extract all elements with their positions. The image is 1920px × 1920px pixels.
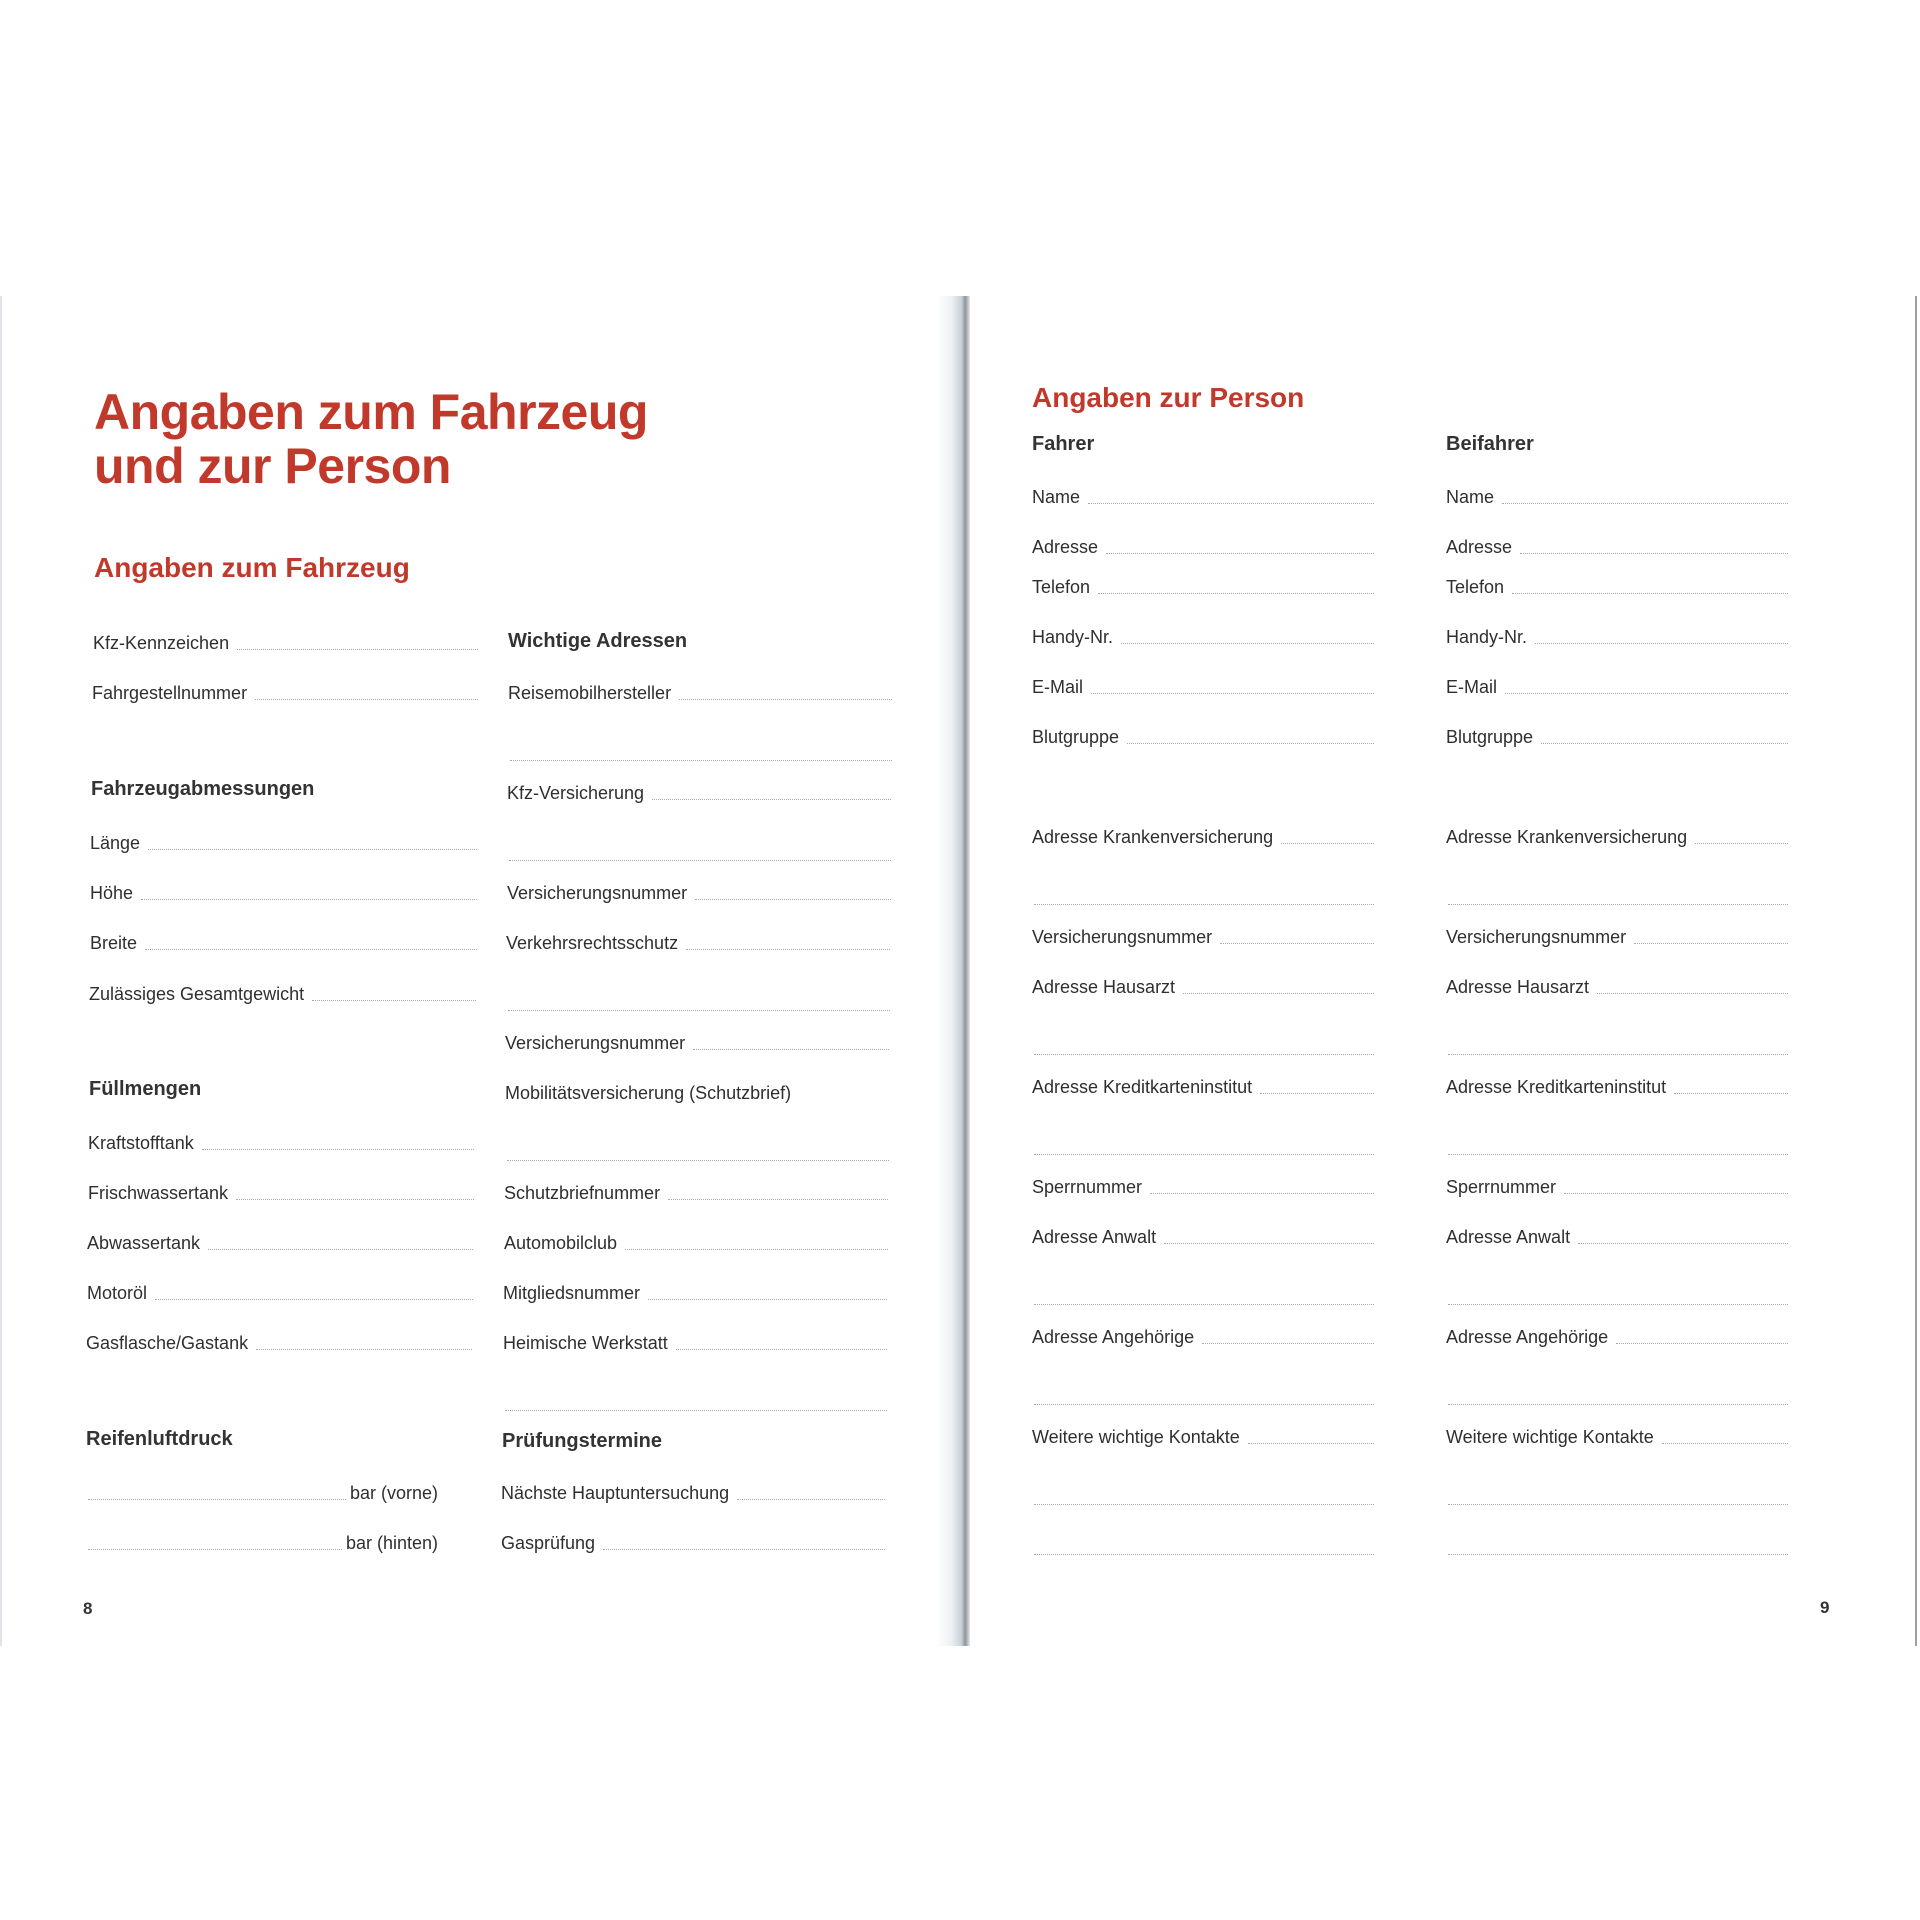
field-label: Kfz-Kennzeichen	[93, 633, 230, 653]
page-number-left: 8	[83, 1599, 93, 1618]
left-page	[0, 296, 966, 1646]
fill-line[interactable]	[625, 1249, 888, 1250]
fill-line[interactable]	[1448, 1304, 1788, 1305]
driver-heading: Fahrer	[1032, 433, 1095, 455]
field-bar-hinten[interactable]	[88, 1530, 438, 1554]
field-label: Sperrnummer	[1032, 1177, 1143, 1197]
field-frischwassertank[interactable]	[88, 1180, 474, 1204]
codriver-field[interactable]	[1446, 1074, 1788, 1098]
field-verkehrsrechtsschutz[interactable]	[506, 930, 890, 954]
codriver-field[interactable]	[1446, 924, 1788, 948]
fill-line[interactable]	[505, 1410, 887, 1411]
fill-line[interactable]	[1662, 1443, 1788, 1444]
field-label: Sperrnummer	[1446, 1177, 1557, 1197]
field-label: Schutzbriefnummer	[504, 1183, 661, 1203]
field-label: bar (vorne)	[349, 1483, 438, 1503]
fill-line[interactable]	[1448, 1504, 1788, 1505]
fill-line[interactable]	[1183, 993, 1374, 994]
field-label: Abwassertank	[87, 1233, 201, 1253]
fill-line[interactable]	[1260, 1093, 1374, 1094]
fill-line[interactable]	[88, 1499, 346, 1500]
codriver-field[interactable]	[1446, 824, 1788, 848]
field-label: Kraftstofftank	[88, 1133, 194, 1153]
inspection-heading: Prüfungstermine	[502, 1430, 663, 1452]
fill-line[interactable]	[1448, 1404, 1788, 1405]
field-label: Motoröl	[87, 1283, 148, 1303]
field-label: Handy-Nr.	[1446, 627, 1528, 647]
field-gesamtgewicht[interactable]	[89, 981, 476, 1005]
field-label: Adresse Anwalt	[1032, 1227, 1157, 1247]
codriver-field[interactable]	[1446, 724, 1788, 748]
page-title-line-2: und zur Person	[94, 438, 451, 494]
fill-line[interactable]	[1502, 503, 1788, 504]
fill-line[interactable]	[1564, 1193, 1788, 1194]
codriver-field[interactable]	[1446, 1324, 1788, 1348]
fill-line[interactable]	[507, 1160, 889, 1161]
field-label: Name	[1032, 487, 1081, 507]
fill-line[interactable]	[686, 949, 890, 950]
field-label: Verkehrsrechtsschutz	[506, 933, 679, 953]
field-automobilclub[interactable]	[504, 1230, 888, 1254]
field-label: Nächste Hauptuntersuchung	[501, 1483, 730, 1503]
driver-field[interactable]	[1032, 1074, 1374, 1098]
driver-field[interactable]	[1032, 674, 1374, 698]
fill-line[interactable]	[1248, 1443, 1374, 1444]
field-kfz-kennzeichen[interactable]	[93, 630, 478, 654]
field-heimische-werkstatt[interactable]	[503, 1330, 887, 1354]
field-label: Kfz-Versicherung	[507, 783, 645, 803]
fill-line[interactable]	[1034, 1504, 1374, 1505]
fill-line[interactable]	[256, 1349, 472, 1350]
field-label: Zulässiges Gesamtgewicht	[89, 984, 305, 1004]
field-gasflasche[interactable]	[86, 1330, 472, 1354]
driver-field[interactable]	[1032, 924, 1374, 948]
field-label: Handy-Nr.	[1032, 627, 1114, 647]
field-label: Adresse Angehörige	[1032, 1327, 1195, 1347]
driver-field[interactable]	[1032, 974, 1374, 998]
fill-line[interactable]	[1520, 553, 1788, 554]
fill-line[interactable]	[1098, 593, 1374, 594]
fill-line[interactable]	[141, 899, 477, 900]
field-label: Name	[1446, 487, 1495, 507]
field-label: E-Mail	[1032, 677, 1084, 697]
field-fahrgestellnummer[interactable]	[92, 680, 478, 704]
fill-line[interactable]	[1448, 1554, 1788, 1555]
dimensions-heading: Fahrzeugabmessungen	[91, 778, 315, 800]
codriver-field[interactable]	[1446, 624, 1788, 648]
book-spread	[0, 296, 1920, 1646]
field-mitgliedsnummer[interactable]	[503, 1280, 887, 1304]
fill-line[interactable]	[508, 1010, 890, 1011]
fill-line[interactable]	[1535, 643, 1788, 644]
fill-line[interactable]	[1034, 1404, 1374, 1405]
field-label: Adresse Kreditkarteninstitut	[1032, 1077, 1253, 1097]
fill-line[interactable]	[1034, 1304, 1374, 1305]
field-label: Adresse Hausarzt	[1032, 977, 1176, 997]
fill-line[interactable]	[237, 649, 478, 650]
fill-line[interactable]	[236, 1199, 474, 1200]
fill-line[interactable]	[1512, 593, 1788, 594]
field-mobilitaetsversicherung[interactable]	[505, 1080, 889, 1104]
fill-line[interactable]	[1034, 904, 1374, 905]
field-label: Adresse Anwalt	[1446, 1227, 1571, 1247]
field-laenge[interactable]	[90, 830, 477, 854]
field-label: Reisemobilhersteller	[508, 683, 672, 703]
fill-line[interactable]	[1597, 993, 1788, 994]
addresses-heading: Wichtige Adressen	[508, 630, 688, 652]
driver-field[interactable]	[1032, 484, 1374, 508]
fill-line[interactable]	[1634, 943, 1788, 944]
field-label: Breite	[90, 933, 138, 953]
codriver-field[interactable]	[1446, 534, 1788, 558]
driver-field[interactable]	[1032, 1324, 1374, 1348]
fill-heading: Füllmengen	[89, 1078, 202, 1100]
fill-line[interactable]	[648, 1299, 887, 1300]
field-label: Blutgruppe	[1032, 727, 1120, 747]
fill-line[interactable]	[1034, 1054, 1374, 1055]
field-label: Frischwassertank	[88, 1183, 229, 1203]
field-label: Adresse Krankenversicherung	[1446, 827, 1688, 847]
fill-line[interactable]	[208, 1249, 473, 1250]
fill-line[interactable]	[693, 1049, 889, 1050]
fill-line[interactable]	[312, 1000, 476, 1001]
field-breite[interactable]	[90, 930, 477, 954]
field-label: Versicherungsnummer	[1446, 927, 1627, 947]
field-label: Blutgruppe	[1446, 727, 1534, 747]
field-abwassertank[interactable]	[87, 1230, 473, 1254]
field-label: Versicherungsnummer	[507, 883, 688, 903]
fill-line[interactable]	[88, 1549, 342, 1550]
person-section-title: Angaben zur Person	[1032, 382, 1305, 413]
fill-line[interactable]	[1281, 843, 1374, 844]
vehicle-section-title: Angaben zum Fahrzeug	[94, 552, 410, 583]
page-edge	[1915, 296, 1917, 1646]
fill-line[interactable]	[1541, 743, 1788, 744]
driver-field[interactable]	[1032, 624, 1374, 648]
field-schutzbriefnummer[interactable]	[504, 1180, 888, 1204]
driver-field[interactable]	[1032, 574, 1374, 598]
field-reisemobilhersteller[interactable]	[508, 680, 892, 704]
driver-field[interactable]	[1032, 724, 1374, 748]
fill-line[interactable]	[1106, 553, 1374, 554]
field-versicherungsnummer-1[interactable]	[507, 880, 891, 904]
fill-line[interactable]	[1695, 843, 1788, 844]
fill-line[interactable]	[1220, 943, 1374, 944]
fill-line[interactable]	[1448, 1054, 1788, 1055]
field-versicherungsnummer-2[interactable]	[505, 1030, 889, 1054]
fill-line[interactable]	[695, 899, 891, 900]
field-label: Fahrgestellnummer	[92, 683, 248, 703]
field-label: Telefon	[1032, 577, 1091, 597]
driver-field[interactable]	[1032, 1174, 1374, 1198]
driver-field[interactable]	[1032, 534, 1374, 558]
field-motoroel[interactable]	[87, 1280, 473, 1304]
codriver-field[interactable]	[1446, 974, 1788, 998]
field-bar-vorne[interactable]	[88, 1480, 438, 1504]
fill-line[interactable]	[679, 699, 892, 700]
fill-line[interactable]	[1164, 1243, 1374, 1244]
codriver-field[interactable]	[1446, 674, 1788, 698]
fill-line[interactable]	[202, 1149, 474, 1150]
field-label: Adresse Krankenversicherung	[1032, 827, 1274, 847]
fill-line[interactable]	[1578, 1243, 1788, 1244]
page-title-line-1: Angaben zum Fahrzeug	[94, 384, 648, 440]
driver-field[interactable]	[1032, 824, 1374, 848]
field-label: Heimische Werkstatt	[503, 1333, 668, 1353]
field-hauptuntersuchung[interactable]	[501, 1480, 885, 1504]
fill-line[interactable]	[1088, 503, 1374, 504]
fill-line[interactable]	[603, 1549, 885, 1550]
fill-line[interactable]	[1202, 1343, 1374, 1344]
field-label: Adresse Hausarzt	[1446, 977, 1590, 997]
page-number-right: 9	[1820, 1598, 1830, 1617]
fill-line[interactable]	[510, 760, 892, 761]
field-label: Gasflasche/Gastank	[86, 1333, 249, 1353]
fill-line[interactable]	[509, 860, 891, 861]
codriver-field[interactable]	[1446, 484, 1788, 508]
fill-line[interactable]	[155, 1299, 473, 1300]
field-label: Mitgliedsnummer	[503, 1283, 641, 1303]
fill-line[interactable]	[1616, 1343, 1788, 1344]
field-hoehe[interactable]	[90, 880, 477, 904]
codriver-field[interactable]	[1446, 1174, 1788, 1198]
codriver-heading: Beifahrer	[1446, 433, 1534, 455]
codriver-field[interactable]	[1446, 574, 1788, 598]
field-label: Adresse Kreditkarteninstitut	[1446, 1077, 1667, 1097]
field-gaspruefung[interactable]	[501, 1530, 885, 1554]
fill-line[interactable]	[1505, 693, 1788, 694]
codriver-field[interactable]	[1446, 1424, 1788, 1448]
fill-line[interactable]	[1121, 643, 1374, 644]
fill-line[interactable]	[1091, 693, 1374, 694]
fill-line[interactable]	[737, 1499, 885, 1500]
field-label: bar (hinten)	[345, 1533, 438, 1553]
field-label: Telefon	[1446, 577, 1505, 597]
field-label: Automobilclub	[504, 1233, 618, 1253]
fill-line[interactable]	[1448, 1154, 1788, 1155]
fill-line[interactable]	[255, 699, 478, 700]
right-page	[958, 296, 1920, 1646]
field-label: Versicherungsnummer	[1032, 927, 1213, 947]
codriver-field[interactable]	[1446, 1224, 1788, 1248]
field-label: Mobilitätsversicherung (Schutzbrief)	[505, 1083, 792, 1103]
field-kraftstofftank[interactable]	[88, 1130, 474, 1154]
field-label: Gasprüfung	[501, 1533, 596, 1553]
field-label: Weitere wichtige Kontakte	[1032, 1427, 1240, 1447]
field-label: Adresse Angehörige	[1446, 1327, 1609, 1347]
fill-line[interactable]	[1127, 743, 1374, 744]
fill-line[interactable]	[1674, 1093, 1788, 1094]
fill-line[interactable]	[652, 799, 891, 800]
fill-line[interactable]	[1034, 1554, 1374, 1555]
fill-line[interactable]	[668, 1199, 888, 1200]
field-label: Versicherungsnummer	[505, 1033, 686, 1053]
fill-line[interactable]	[676, 1349, 887, 1350]
tyre-heading: Reifenluftdruck	[86, 1428, 233, 1450]
fill-line[interactable]	[1034, 1154, 1374, 1155]
fill-line[interactable]	[148, 849, 477, 850]
field-label: Adresse	[1032, 537, 1099, 557]
field-kfz-versicherung[interactable]	[507, 780, 891, 804]
fill-line[interactable]	[145, 949, 477, 950]
field-label: Weitere wichtige Kontakte	[1446, 1427, 1654, 1447]
field-label: Adresse	[1446, 537, 1513, 557]
fill-line[interactable]	[1150, 1193, 1374, 1194]
driver-field[interactable]	[1032, 1424, 1374, 1448]
fill-line[interactable]	[1448, 904, 1788, 905]
field-label: Länge	[90, 833, 141, 853]
driver-field[interactable]	[1032, 1224, 1374, 1248]
field-label: E-Mail	[1446, 677, 1498, 697]
field-label: Höhe	[90, 883, 134, 903]
